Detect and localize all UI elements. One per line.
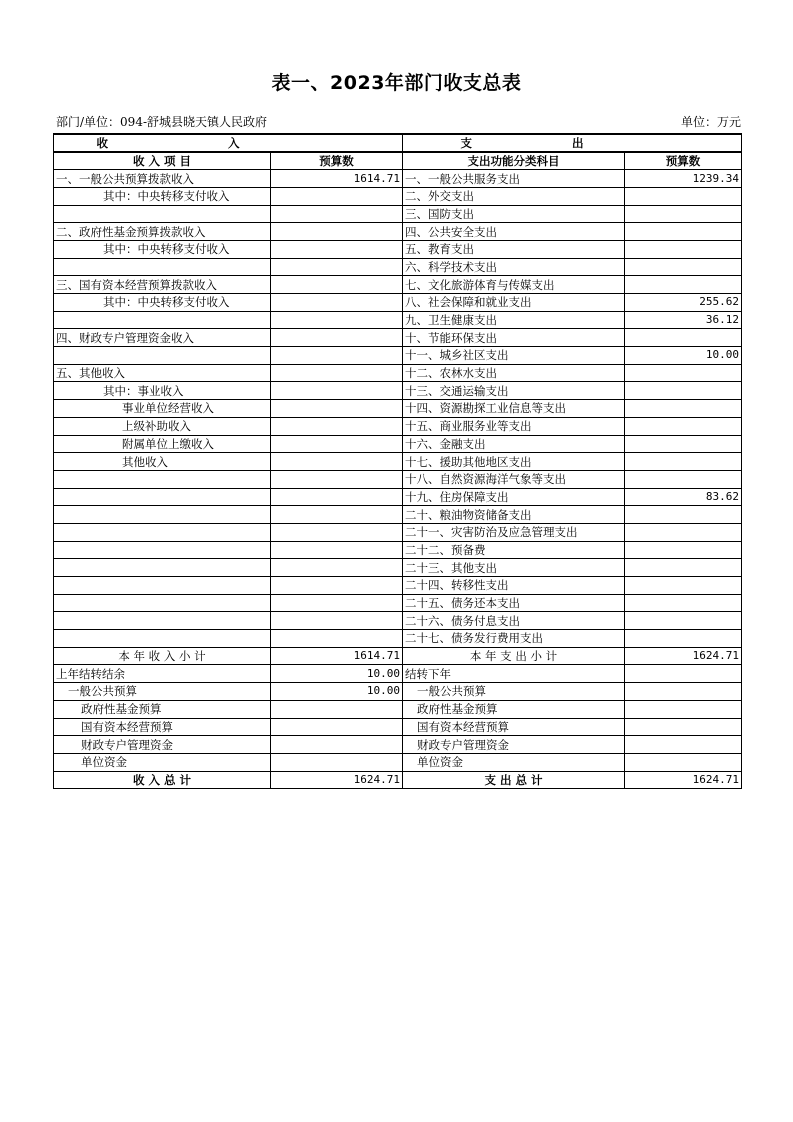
section-header-row — [54, 134, 742, 152]
income-value-cell: 1614.71 — [271, 647, 403, 665]
expense-value-cell — [625, 506, 742, 524]
expense-item-cell: 六、科学技术支出 — [403, 258, 625, 276]
table-row — [54, 541, 742, 559]
table-row — [54, 594, 742, 612]
income-item-cell — [54, 488, 271, 506]
income-value-cell: 1614.71 — [271, 170, 403, 188]
expense-value-cell: 1624.71 — [625, 647, 742, 665]
income-value-cell — [271, 400, 403, 418]
income-item-cell — [54, 612, 271, 630]
table-row — [54, 329, 742, 347]
expense-item-cell: 十、节能环保支出 — [403, 329, 625, 347]
expense-item-cell: 财政专户管理资金 — [403, 736, 625, 754]
expense-value-cell — [625, 240, 742, 258]
expense-value-cell — [625, 523, 742, 541]
expense-value-cell — [625, 665, 742, 683]
income-item-cell: 财政专户管理资金 — [54, 736, 271, 754]
expense-value-cell: 36.12 — [625, 311, 742, 329]
expense-value-cell — [625, 470, 742, 488]
expense-value-cell — [625, 630, 742, 648]
table-row — [54, 488, 742, 506]
income-item-cell: 单位资金 — [54, 753, 271, 771]
expense-item-cell: 本 年 支 出 小 计 — [403, 647, 625, 665]
table-row — [54, 523, 742, 541]
expense-item-cell: 结转下年 — [403, 665, 625, 683]
table-row — [54, 205, 742, 223]
income-value-cell — [271, 364, 403, 382]
income-value-cell — [271, 417, 403, 435]
income-item-cell: 政府性基金预算 — [54, 700, 271, 718]
income-item-cell: 本 年 收 入 小 计 — [54, 647, 271, 665]
income-value-cell — [271, 700, 403, 718]
table-row — [54, 347, 742, 365]
expense-item-cell: 政府性基金预算 — [403, 700, 625, 718]
expense-item-cell: 二十二、预备费 — [403, 541, 625, 559]
expense-item-cell: 十九、住房保障支出 — [403, 488, 625, 506]
income-item-cell — [54, 347, 271, 365]
table-row — [54, 683, 742, 701]
income-item-cell: 其中：中央转移支付收入 — [54, 240, 271, 258]
table-row — [54, 453, 742, 471]
income-value-cell — [271, 347, 403, 365]
table-row — [54, 559, 742, 577]
income-value-cell — [271, 453, 403, 471]
expense-value-cell — [625, 541, 742, 559]
income-item-header: 收 入 项 目 — [54, 152, 271, 170]
expense-item-cell: 二十一、灾害防治及应急管理支出 — [403, 523, 625, 541]
income-value-cell — [271, 223, 403, 241]
expense-item-cell: 国有资本经营预算 — [403, 718, 625, 736]
expense-item-cell: 八、社会保障和就业支出 — [403, 294, 625, 312]
income-section-header — [54, 134, 403, 152]
income-item-cell: 二、政府性基金预算拨款收入 — [54, 223, 271, 241]
department-label: 部门/单位：094-舒城县晓天镇人民政府 — [56, 115, 268, 129]
table-row — [54, 630, 742, 648]
table-row — [54, 400, 742, 418]
income-item-cell: 其中：中央转移支付收入 — [54, 294, 271, 312]
table-row — [54, 258, 742, 276]
expense-value-cell: 255.62 — [625, 294, 742, 312]
expense-item-cell: 十七、援助其他地区支出 — [403, 453, 625, 471]
income-item-cell: 一、一般公共预算拨款收入 — [54, 170, 271, 188]
income-value-cell — [271, 311, 403, 329]
income-value-cell — [271, 382, 403, 400]
table-row — [54, 665, 742, 683]
table-row — [54, 612, 742, 630]
table-row — [54, 506, 742, 524]
income-item-cell: 五、其他收入 — [54, 364, 271, 382]
table-row — [54, 223, 742, 241]
table-row — [54, 435, 742, 453]
expense-item-cell: 十一、城乡社区支出 — [403, 347, 625, 365]
expense-item-cell: 十八、自然资源海洋气象等支出 — [403, 470, 625, 488]
expense-value-cell — [625, 329, 742, 347]
expense-item-cell: 二、外交支出 — [403, 187, 625, 205]
expense-value-cell: 1239.34 — [625, 170, 742, 188]
income-value-cell — [271, 736, 403, 754]
table-row — [54, 311, 742, 329]
expense-value-cell — [625, 364, 742, 382]
expense-value-cell — [625, 718, 742, 736]
expense-value-cell: 83.62 — [625, 488, 742, 506]
expense-value-cell — [625, 205, 742, 223]
table-row — [54, 718, 742, 736]
expense-item-cell: 一、一般公共服务支出 — [403, 170, 625, 188]
income-value-cell — [271, 718, 403, 736]
income-value-cell — [271, 753, 403, 771]
table-row — [54, 417, 742, 435]
table-row — [54, 753, 742, 771]
expense-section-header — [403, 134, 742, 152]
expense-value-cell — [625, 736, 742, 754]
expense-item-cell: 十五、商业服务业等支出 — [403, 417, 625, 435]
income-item-cell: 一般公共预算 — [54, 683, 271, 701]
income-item-cell: 上年结转结余 — [54, 665, 271, 683]
expense-item-cell: 一般公共预算 — [403, 683, 625, 701]
income-item-cell — [54, 559, 271, 577]
income-item-cell: 其中：中央转移支付收入 — [54, 187, 271, 205]
table-row — [54, 294, 742, 312]
income-item-cell: 其中：事业收入 — [54, 382, 271, 400]
expense-item-cell: 七、文化旅游体育与传媒支出 — [403, 276, 625, 294]
expense-value-cell — [625, 382, 742, 400]
income-value-cell — [271, 559, 403, 577]
expense-item-cell: 三、国防支出 — [403, 205, 625, 223]
income-value-cell — [271, 630, 403, 648]
income-item-cell — [54, 541, 271, 559]
income-item-cell — [54, 577, 271, 595]
income-item-cell — [54, 630, 271, 648]
income-item-cell — [54, 594, 271, 612]
budget-table — [53, 133, 742, 789]
expense-value-cell — [625, 187, 742, 205]
income-value-cell — [271, 523, 403, 541]
income-item-cell: 事业单位经营收入 — [54, 400, 271, 418]
income-item-cell: 三、国有资本经营预算拨款收入 — [54, 276, 271, 294]
column-header-row — [54, 152, 742, 170]
income-value-cell — [271, 258, 403, 276]
income-value-cell — [271, 612, 403, 630]
page-title: 表一、2023年部门收支总表 — [271, 72, 522, 94]
income-value-cell: 10.00 — [271, 665, 403, 683]
expense-item-cell: 单位资金 — [403, 753, 625, 771]
expense-value-cell — [625, 453, 742, 471]
table-row — [54, 736, 742, 754]
expense-item-cell: 二十、粮油物资储备支出 — [403, 506, 625, 524]
table-row — [54, 364, 742, 382]
table-row — [54, 382, 742, 400]
income-value-cell — [271, 594, 403, 612]
expense-item-cell: 支 出 总 计 — [403, 771, 625, 789]
income-value-cell — [271, 240, 403, 258]
income-item-cell — [54, 523, 271, 541]
income-item-cell — [54, 311, 271, 329]
expense-value-cell — [625, 276, 742, 294]
table-row — [54, 170, 742, 188]
income-item-cell: 四、财政专户管理资金收入 — [54, 329, 271, 347]
income-item-cell: 附属单位上缴收入 — [54, 435, 271, 453]
expense-value-cell — [625, 559, 742, 577]
income-value-cell — [271, 276, 403, 294]
expense-value-cell — [625, 400, 742, 418]
table-row — [54, 470, 742, 488]
table-row — [54, 276, 742, 294]
income-value-cell — [271, 470, 403, 488]
meta-line — [53, 113, 741, 129]
expense-item-cell: 五、教育支出 — [403, 240, 625, 258]
income-budget-header: 预算数 — [271, 152, 403, 170]
table-row — [54, 700, 742, 718]
income-value-cell — [271, 506, 403, 524]
expense-value-cell — [625, 223, 742, 241]
expense-item-cell: 九、卫生健康支出 — [403, 311, 625, 329]
expense-item-cell: 二十五、债务还本支出 — [403, 594, 625, 612]
expense-section-label: 支出 — [460, 136, 684, 150]
income-value-cell — [271, 294, 403, 312]
income-value-cell — [271, 205, 403, 223]
table-row — [54, 771, 742, 789]
expense-item-cell: 四、公共安全支出 — [403, 223, 625, 241]
income-item-cell: 收 入 总 计 — [54, 771, 271, 789]
expense-value-cell — [625, 753, 742, 771]
income-section-label: 收入 — [96, 136, 360, 150]
income-item-cell — [54, 205, 271, 223]
income-item-cell — [54, 470, 271, 488]
expense-item-header: 支出功能分类科目 — [403, 152, 625, 170]
expense-budget-header: 预算数 — [625, 152, 742, 170]
expense-item-cell: 二十三、其他支出 — [403, 559, 625, 577]
expense-value-cell — [625, 612, 742, 630]
expense-value-cell — [625, 594, 742, 612]
income-value-cell: 10.00 — [271, 683, 403, 701]
expense-item-cell: 二十四、转移性支出 — [403, 577, 625, 595]
expense-value-cell — [625, 700, 742, 718]
income-value-cell — [271, 488, 403, 506]
expense-value-cell — [625, 417, 742, 435]
expense-item-cell: 二十七、债务发行费用支出 — [403, 630, 625, 648]
income-item-cell: 其他收入 — [54, 453, 271, 471]
unit-label: 单位：万元 — [680, 115, 741, 129]
expense-item-cell: 十二、农林水支出 — [403, 364, 625, 382]
table-row — [54, 577, 742, 595]
income-item-cell — [54, 258, 271, 276]
income-value-cell — [271, 187, 403, 205]
income-value-cell — [271, 541, 403, 559]
expense-item-cell: 十三、交通运输支出 — [403, 382, 625, 400]
expense-value-cell — [625, 577, 742, 595]
expense-item-cell: 十六、金融支出 — [403, 435, 625, 453]
expense-value-cell: 10.00 — [625, 347, 742, 365]
income-value-cell: 1624.71 — [271, 771, 403, 789]
income-item-cell: 国有资本经营预算 — [54, 718, 271, 736]
expense-value-cell — [625, 683, 742, 701]
income-item-cell — [54, 506, 271, 524]
expense-value-cell — [625, 258, 742, 276]
expense-value-cell: 1624.71 — [625, 771, 742, 789]
table-row — [54, 187, 742, 205]
income-value-cell — [271, 435, 403, 453]
income-item-cell: 上级补助收入 — [54, 417, 271, 435]
table-row — [54, 240, 742, 258]
expense-value-cell — [625, 435, 742, 453]
expense-item-cell: 二十六、债务付息支出 — [403, 612, 625, 630]
table-row — [54, 647, 742, 665]
expense-item-cell: 十四、资源勘探工业信息等支出 — [403, 400, 625, 418]
income-value-cell — [271, 329, 403, 347]
income-value-cell — [271, 577, 403, 595]
